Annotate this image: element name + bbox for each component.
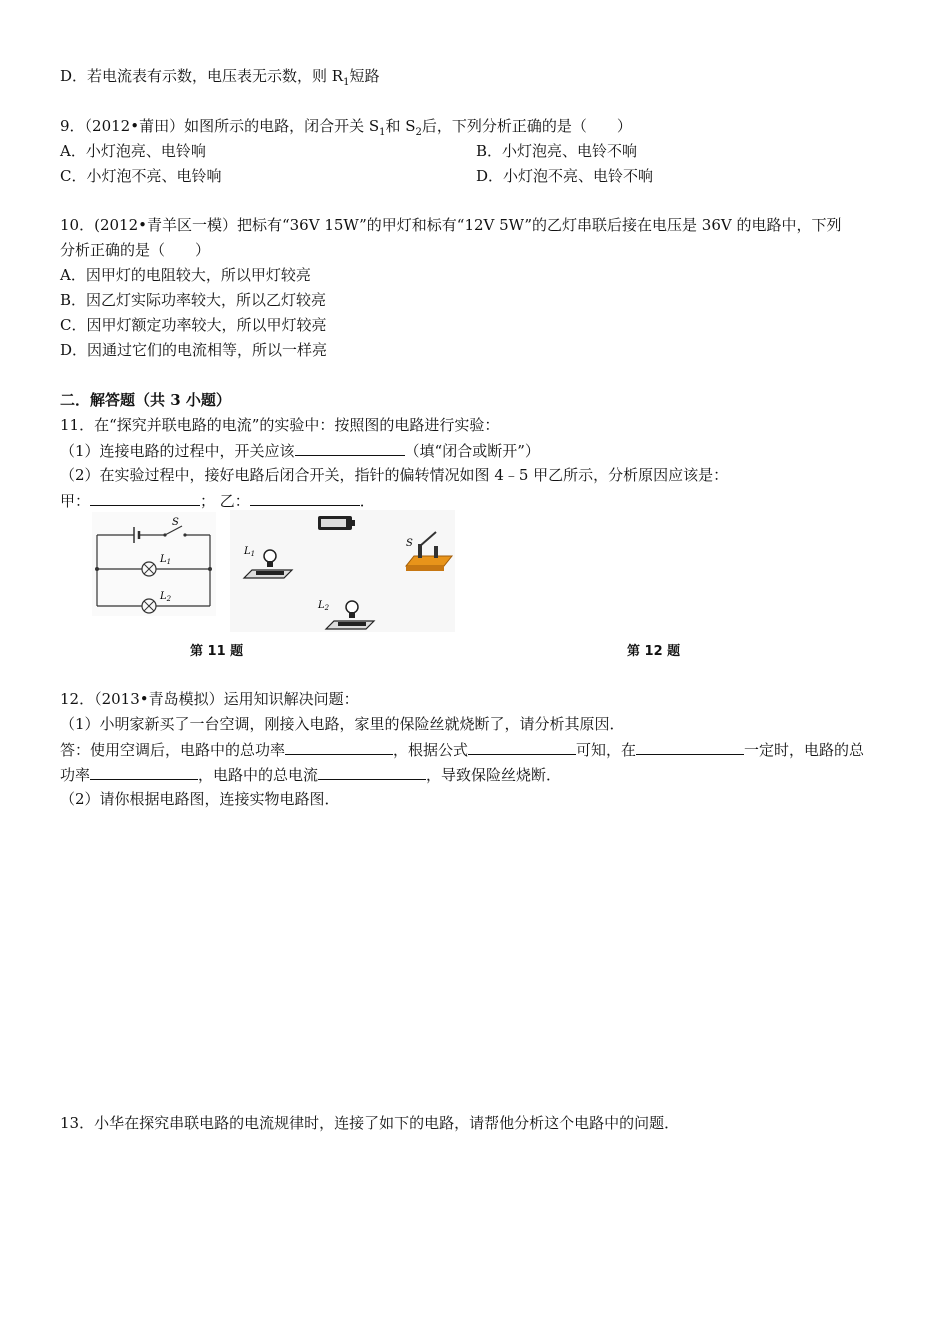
q12-blank-5[interactable]: [318, 764, 426, 780]
q11-part1: [60, 440, 540, 461]
q12-ans2-a: 功率: [60, 766, 91, 784]
q11-end: ．: [359, 492, 375, 510]
q12-ans2-b: ，电路中的总电流: [198, 766, 319, 784]
l2-label: $L_2$: [160, 591, 172, 603]
q13-stem: 13．小华在探究串联电路的电流规律时，连接了如下的电路，请帮他分析这个电路中的问题．: [60, 1114, 680, 1132]
q8-option-d-tail: 短路: [349, 67, 380, 85]
q8-option-d-text: D．若电流表有示数，电压表无示数，则 R: [60, 67, 344, 85]
q12-ans-c: 可知，在: [576, 741, 637, 759]
l1-label: $L_1$: [160, 554, 172, 566]
q12-blank-1[interactable]: [285, 739, 393, 755]
q11-blank-jia[interactable]: [90, 490, 200, 506]
q8-option-d: [60, 66, 379, 93]
figure-11-caption: 第 11 题: [190, 644, 244, 659]
q11-part1-a: （1）连接电路的过程中，开关应该: [60, 442, 295, 460]
l1-physical-label: $L_1$: [244, 546, 256, 558]
q12-stem: 12．（2013•青岛模拟）运用知识解决问题：: [60, 690, 359, 708]
q9-stem: [60, 116, 632, 143]
q9-stem-c: 后，下列分析正确的是（ ）: [421, 117, 632, 135]
q9-stem-sub2: 2: [415, 127, 422, 138]
q11-jia-label: 甲：: [60, 492, 91, 510]
q10-option-c: C．因甲灯额定功率较大，所以甲灯较亮: [60, 316, 327, 334]
q11-part2: （2）在实验过程中，接好电路后闭合开关，指针的偏转情况如图 4﹣5 甲乙所示，分析原因应该是：: [60, 466, 729, 484]
switch-label: S: [172, 517, 179, 528]
q11-blank-1[interactable]: [295, 440, 405, 456]
q12-blank-3[interactable]: [636, 739, 744, 755]
q12-blank-4[interactable]: [90, 764, 198, 780]
q9-option-d: D．小灯泡不亮、电铃不响: [476, 167, 654, 185]
q12-blank-2[interactable]: [468, 739, 576, 755]
q9-option-c: C．小灯泡不亮、电铃响: [60, 167, 222, 185]
q11-answers: [60, 490, 375, 511]
q12-ans-d: 一定时，电路的总: [744, 741, 865, 759]
q12-answer-line1: [60, 739, 864, 760]
section-title: 二．解答题（共 3 小题）: [60, 391, 231, 409]
q10-option-a: A．因甲灯的电阻较大，所以甲灯较亮: [60, 266, 311, 284]
q12-answer-line2: [60, 764, 561, 785]
q10-option-d: D．因通过它们的电流相等，所以一样亮: [60, 341, 328, 359]
q11-blank-yi[interactable]: [250, 490, 360, 506]
figure-12-caption: 第 12 题: [627, 644, 681, 659]
q10-option-b: B．因乙灯实际功率较大，所以乙灯较亮: [60, 291, 327, 309]
q9-option-b: B．小灯泡亮、电铃不响: [476, 142, 638, 160]
q12-ans2-c: ，导致保险丝烧断．: [426, 766, 562, 784]
q11-stem: 11．在“探究并联电路的电流”的实验中：按照图的电路进行实验：: [60, 416, 500, 434]
switch-physical-label: S: [406, 538, 413, 549]
battery-icon: [318, 516, 355, 530]
l2-physical-label: $L_2$: [318, 600, 330, 612]
q10-stem-line1: 10．(2012•青羊区一模）把标有“36V 15W”的甲灯和标有“12V 5W”的乙灯串联后接在电压是 36V 的电路中，下列: [60, 216, 842, 234]
q9-option-a: A．小灯泡亮、电铃响: [60, 142, 206, 160]
q12-part1: （1）小明家新买了一台空调，刚接入电路，家里的保险丝就烧断了，请分析其原因．: [60, 715, 625, 733]
q12-physical-components: [230, 510, 455, 632]
q9-stem-sub1: 1: [379, 127, 386, 138]
q12-part2: （2）请你根据电路图，连接实物电路图．: [60, 790, 340, 808]
q10-stem-line2: 分析正确的是（ ）: [60, 241, 211, 259]
q12-ans-a: 答：使用空调后，电路中的总功率: [60, 741, 286, 759]
q8-option-d-sub: 1: [343, 77, 350, 88]
q9-stem-b: 和 S: [385, 117, 416, 135]
q11-circuit-diagram: [92, 512, 216, 616]
q12-ans-b: ，根据公式: [393, 741, 469, 759]
q11-yi-label: ； 乙：: [200, 492, 250, 510]
q9-stem-a: 9．（2012•莆田）如图所示的电路，闭合开关 S: [60, 117, 380, 135]
q11-part1-b: （填“闭合或断开”）: [404, 442, 540, 460]
